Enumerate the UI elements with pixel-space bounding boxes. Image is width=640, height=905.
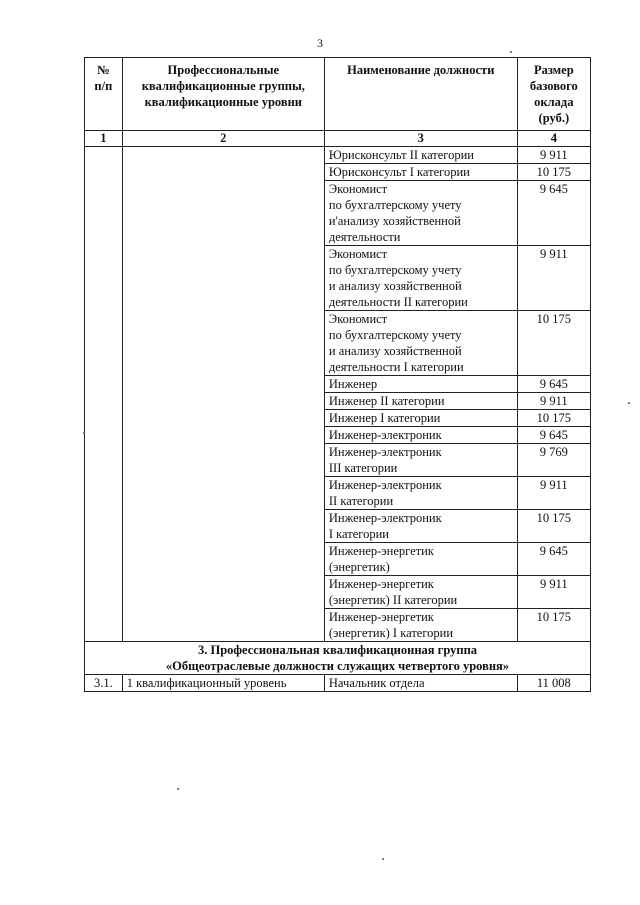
- header-qualification-groups: Профессиональные квалификационные группы, квалификационные уровни: [122, 58, 324, 131]
- scan-speck: [628, 402, 630, 404]
- base-salary: 11 008: [517, 675, 590, 692]
- scan-speck: [83, 432, 85, 434]
- position-name: Инженер-энергетик (энергетик): [324, 543, 517, 576]
- base-salary: 9 911: [517, 576, 590, 609]
- empty-group-cell: [122, 147, 324, 642]
- position-name: Инженер I категории: [324, 410, 517, 427]
- position-name: Инженер-энергетик (энергетик) I категории: [324, 609, 517, 642]
- position-name: Инженер: [324, 376, 517, 393]
- section-title-line2: «Общеотраслевые должности служащих четвертого уровня»: [165, 659, 510, 673]
- scan-speck: [510, 51, 512, 53]
- base-salary: 10 175: [517, 609, 590, 642]
- column-number: 3: [324, 131, 517, 147]
- position-name: Экономист по бухгалтерскому учету и анализу хозяйственной деятельности I категории: [324, 311, 517, 376]
- base-salary: 10 175: [517, 510, 590, 543]
- position-name: Инженер-энергетик (энергетик) II категории: [324, 576, 517, 609]
- base-salary: 9 645: [517, 376, 590, 393]
- base-salary: 9 911: [517, 477, 590, 510]
- position-name: Инженер II категории: [324, 393, 517, 410]
- position-name: Инженер-электроник II категории: [324, 477, 517, 510]
- base-salary: 9 911: [517, 246, 590, 311]
- section-title: [85, 642, 591, 675]
- base-salary: 9 911: [517, 393, 590, 410]
- header-row: [85, 58, 591, 131]
- base-salary: 10 175: [517, 164, 590, 181]
- header-number: № п/п: [85, 58, 123, 131]
- salary-table: [84, 57, 591, 692]
- column-number: 4: [517, 131, 590, 147]
- page-number: 3: [317, 36, 323, 50]
- position-name: Юрисконсульт II категории: [324, 147, 517, 164]
- section-title-line1: 3. Профессиональная квалификационная группа: [197, 643, 478, 657]
- position-name: Инженер-электроник I категории: [324, 510, 517, 543]
- row-number: 3.1.: [85, 675, 123, 692]
- position-name: Юрисконсульт I категории: [324, 164, 517, 181]
- scan-speck: [382, 858, 384, 860]
- base-salary: 9 645: [517, 543, 590, 576]
- base-salary: 9 645: [517, 181, 590, 246]
- column-numbers-row: [85, 131, 591, 147]
- position-name: Экономист по бухгалтерскому учету и'анализу хозяйственной деятельности: [324, 181, 517, 246]
- position-name: Инженер-электроник III категории: [324, 444, 517, 477]
- section-row: [85, 642, 591, 675]
- header-position-name: Наименование должности: [324, 58, 517, 131]
- base-salary: 9 769: [517, 444, 590, 477]
- table-body: [85, 147, 591, 642]
- table-row: [85, 147, 591, 164]
- qualification-level: 1 квалификационный уровень: [122, 675, 324, 692]
- column-number: 1: [85, 131, 123, 147]
- base-salary: 9 645: [517, 427, 590, 444]
- header-base-salary: Размер базового оклада (руб.): [517, 58, 590, 131]
- column-number: 2: [122, 131, 324, 147]
- base-salary: 10 175: [517, 311, 590, 376]
- empty-number-cell: [85, 147, 123, 642]
- position-name: Начальник отдела: [324, 675, 517, 692]
- base-salary: 10 175: [517, 410, 590, 427]
- position-name: Экономист по бухгалтерскому учету и анализу хозяйственной деятельности II категории: [324, 246, 517, 311]
- position-name: Инженер-электроник: [324, 427, 517, 444]
- table-row: [85, 675, 591, 692]
- scan-speck: [177, 788, 179, 790]
- base-salary: 9 911: [517, 147, 590, 164]
